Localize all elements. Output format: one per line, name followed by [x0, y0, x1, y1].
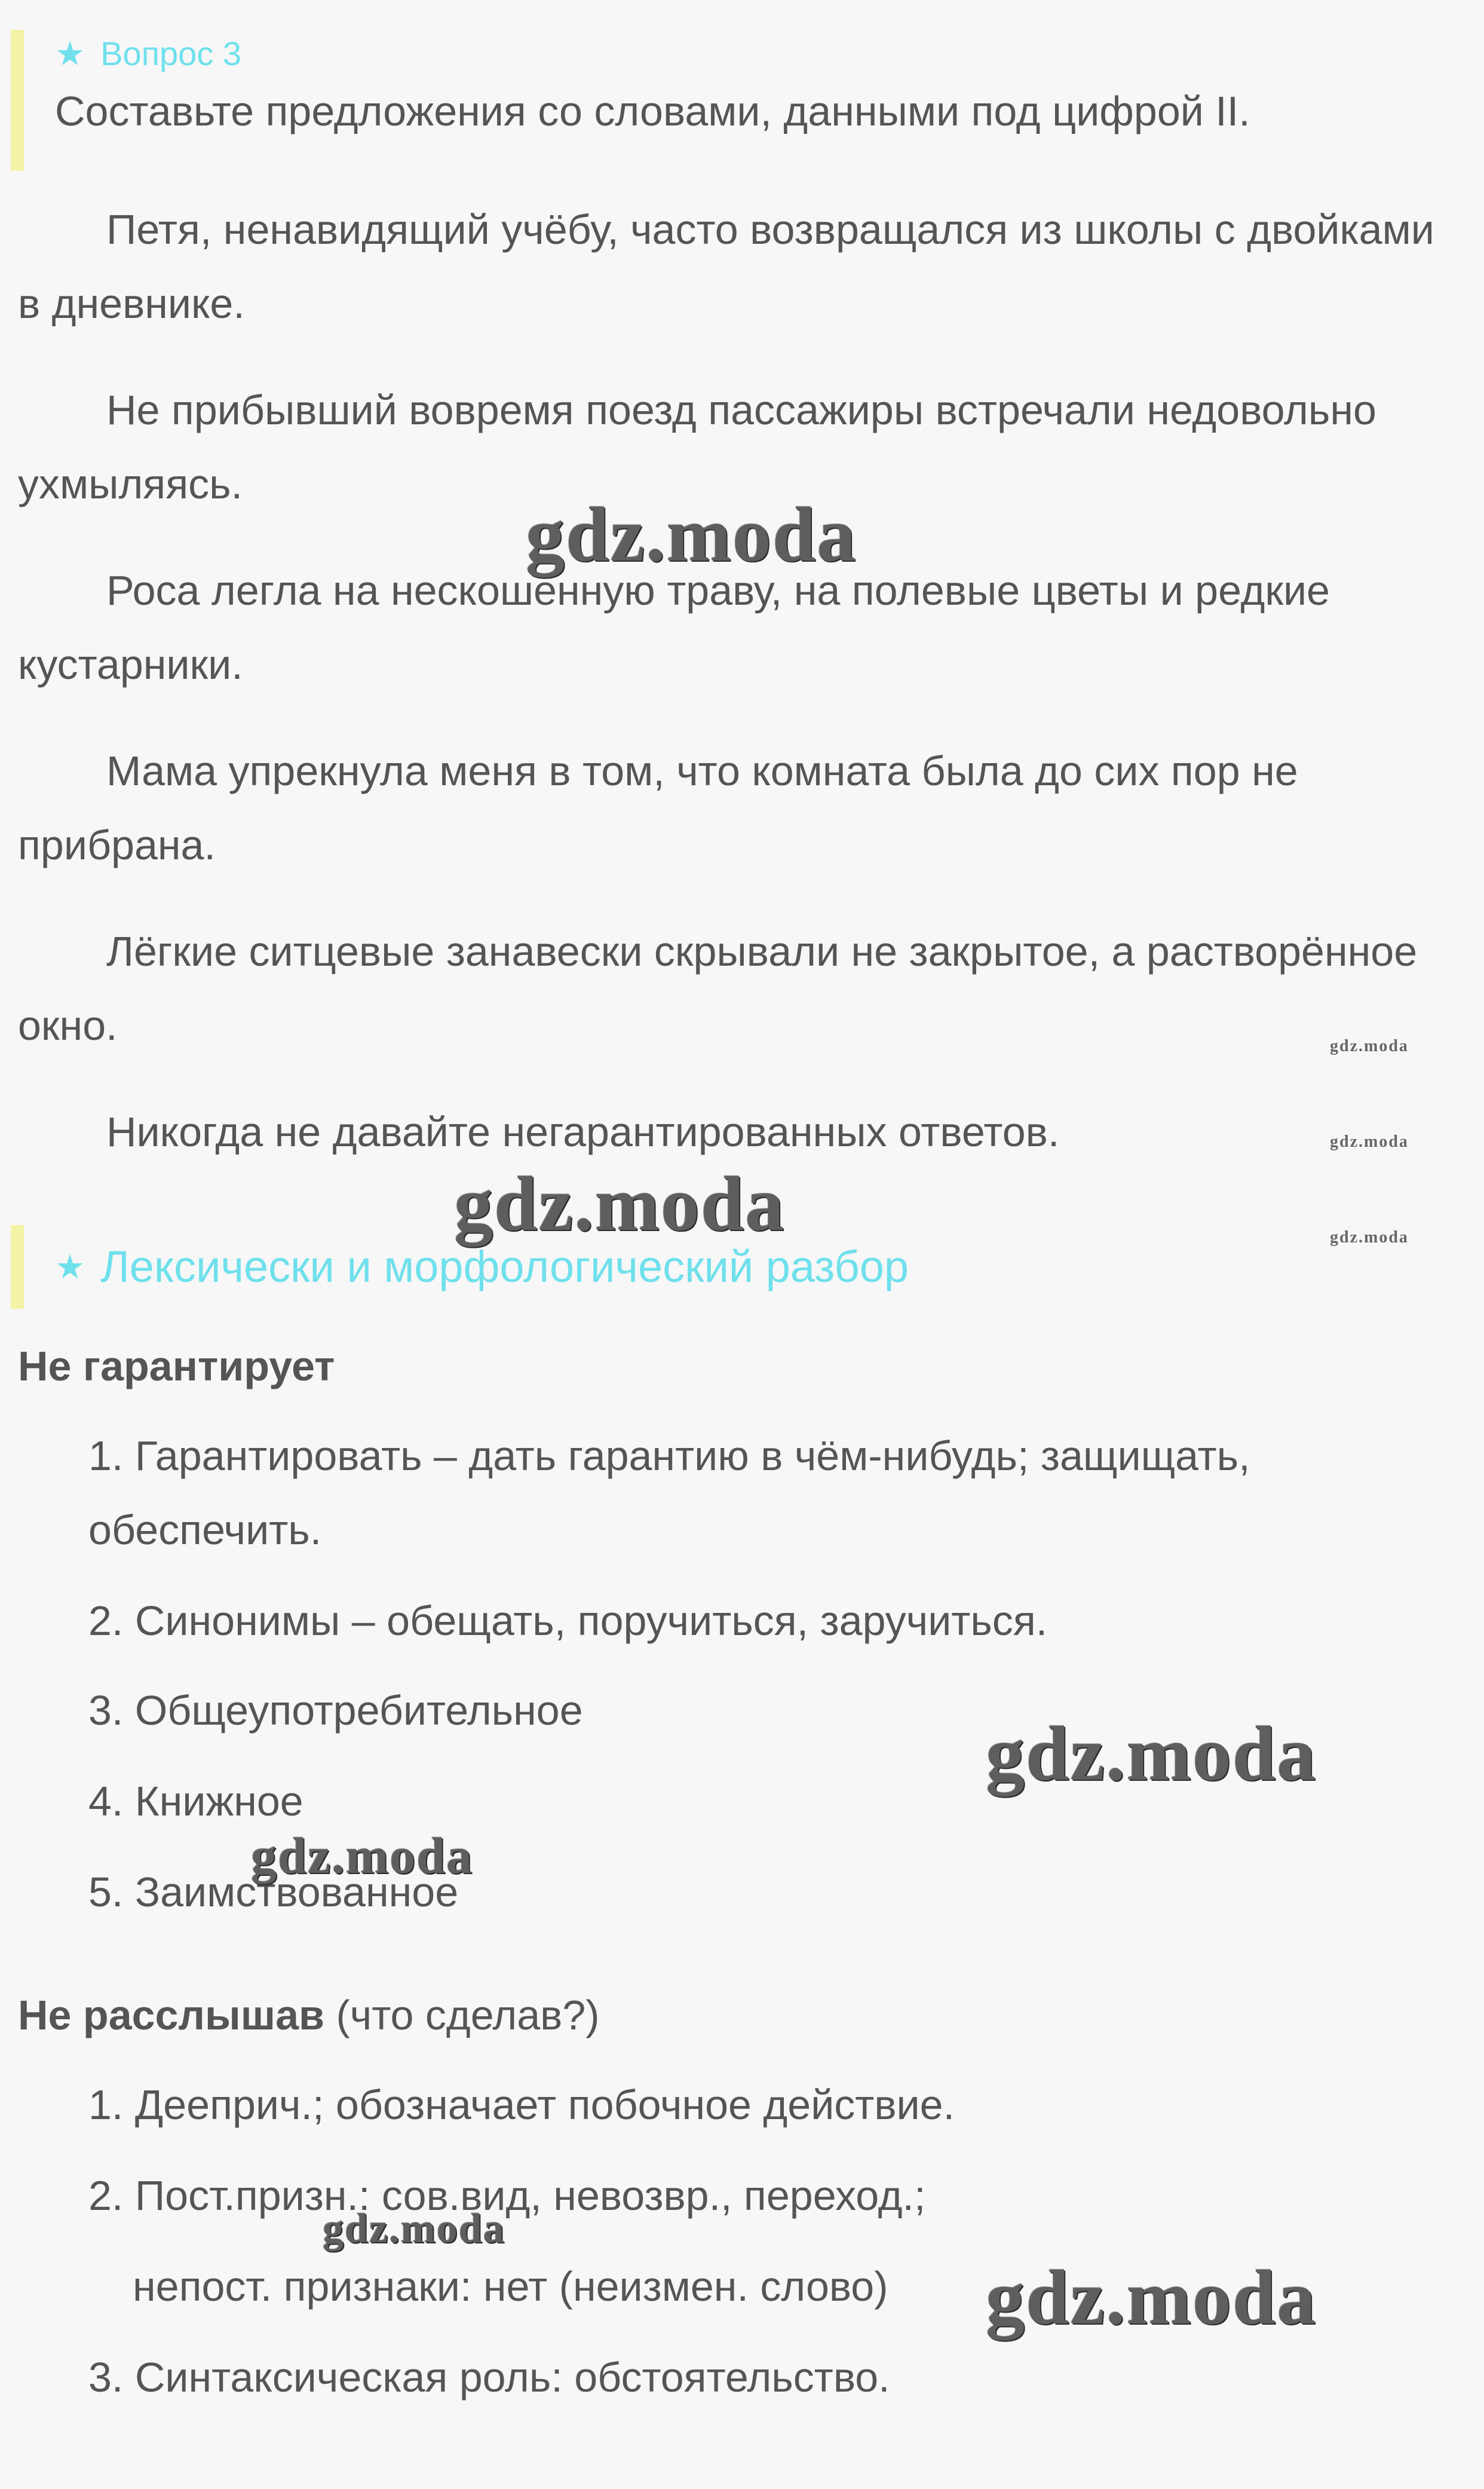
watermark: gdz.moda — [251, 1827, 473, 1884]
word2-item-2-cont: непост. признаки: нет (неизмен. слово) — [133, 2263, 888, 2310]
question-header — [55, 30, 1484, 78]
question-task: Составьте предложения со словами, данными под цифрой II. — [55, 88, 1250, 134]
word1-title: Не гарантирует — [18, 1343, 335, 1389]
word2-heading — [18, 1985, 600, 2045]
sentence-1: Петя, ненавидящий учёбу, часто возвращался из школы с двойками в дневнике. — [18, 206, 1434, 327]
watermark: gdz.moda — [1330, 1228, 1409, 1247]
star-icon: ★ — [55, 1248, 85, 1285]
watermark: gdz.moda — [986, 2255, 1317, 2341]
word2-question: (что сделав?) — [324, 1992, 600, 2038]
word2-item-3: 3. Синтаксическая роль: обстоятельство. — [88, 2354, 890, 2401]
watermark: gdz.moda — [1330, 1132, 1409, 1151]
word2-title: Не расслышав — [18, 1992, 325, 2038]
watermark: gdz.moda — [526, 492, 857, 578]
sentence-6: Никогда не давайте негарантированных ответов. — [106, 1109, 1060, 1155]
watermark: gdz.moda — [323, 2206, 505, 2252]
sentence-5: Лёгкие ситцевые занавески скрывали не закрытое, а растворённое окно. — [18, 928, 1418, 1049]
word1-item-1: 1. Гарантировать – дать гарантию в чём-нибудь; защищать, обеспечить. — [88, 1432, 1250, 1553]
word1-item-4: 4. Книжное — [88, 1778, 303, 1824]
word1-item-5: 5. Заимствованное — [88, 1869, 459, 1915]
word2-item-2: 2. Пост.призн.: сов.вид, невозвр., переход.; — [88, 2172, 926, 2219]
question-block — [11, 30, 1484, 171]
watermark: gdz.moda — [454, 1161, 786, 1247]
sentence-3: Роса легла на нескошенную траву, на полевые цветы и редкие кустарники. — [18, 567, 1330, 688]
star-icon: ★ — [55, 35, 85, 72]
word2-item-1: 1. Дееприч.; обозначает побочное действие. — [88, 2081, 955, 2128]
question-label: Вопрос 3 — [100, 35, 242, 72]
sentence-2: Не прибывший вовремя поезд пассажиры встречали недовольно ухмыляясь. — [18, 387, 1376, 507]
analysis-title: Лексически и морфологический разбор — [100, 1242, 909, 1291]
watermark: gdz.moda — [1330, 1037, 1409, 1055]
word1-item-3: 3. Общеупотребительное — [88, 1687, 583, 1734]
word1-item-2: 2. Синонимы – обещать, поручиться, заручиться. — [88, 1597, 1048, 1644]
analysis-header — [55, 1243, 909, 1291]
watermark: gdz.moda — [986, 1711, 1317, 1797]
sentence-4: Мама упрекнула меня в том, что комната была до сих пор не прибрана. — [18, 748, 1298, 868]
